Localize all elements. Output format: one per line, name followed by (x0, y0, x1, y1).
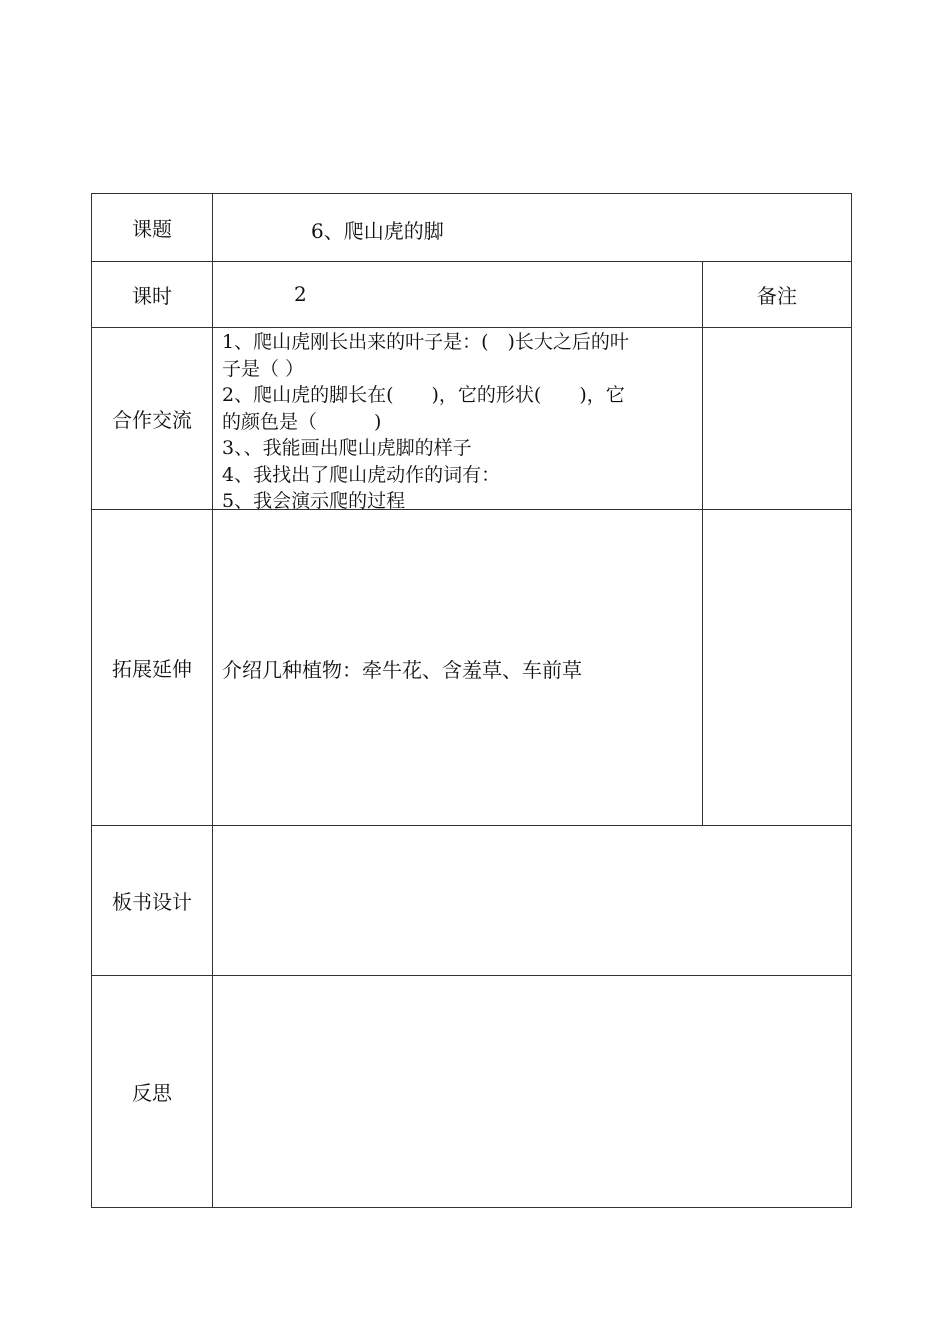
extension-notes-cell (702, 509, 852, 826)
topic-value-cell (212, 193, 852, 262)
cooperation-line: 3、、我能画出爬山虎脚的样子 (222, 437, 472, 459)
topic-label: 课题 (132, 217, 172, 241)
cooperation-label: 合作交流 (112, 408, 192, 432)
cooperation-line: 子是（ ） (222, 357, 305, 380)
period-value: 2 (294, 282, 307, 306)
cooperation-line: 2、爬山虎的脚长在( )，它的形状( )，它 (222, 384, 625, 406)
extension-value: 介绍几种植物：牵牛花、含羞草、车前草 (222, 658, 582, 682)
extension-label: 拓展延伸 (112, 657, 192, 681)
board-design-content-cell (212, 825, 852, 976)
period-label-cell (91, 261, 213, 328)
cooperation-lines (222, 329, 696, 515)
reflection-label-cell (91, 975, 213, 1208)
cooperation-notes-cell (702, 327, 852, 510)
notes-label-cell (702, 261, 852, 328)
cooperation-line: 1、爬山虎刚长出来的叶子是：( )长大之后的叶 (222, 331, 629, 353)
reflection-label: 反思 (132, 1081, 172, 1105)
cooperation-line: 4、我找出了爬山虎动作的词有： (222, 463, 501, 486)
reflection-content-cell (212, 975, 852, 1208)
cooperation-line: 的颜色是（ ) (222, 410, 382, 433)
topic-value: 6、爬山虎的脚 (311, 219, 444, 243)
notes-label: 备注 (757, 284, 797, 308)
cooperation-label-cell (91, 327, 213, 510)
period-label: 课时 (132, 284, 172, 308)
period-value-cell (212, 261, 703, 328)
extension-content-cell (212, 509, 703, 826)
extension-label-cell (91, 509, 213, 826)
topic-label-cell (91, 193, 213, 262)
board-design-label: 板书设计 (112, 890, 192, 914)
cooperation-line: 5、我会演示爬的过程 (222, 490, 406, 512)
board-design-label-cell (91, 825, 213, 976)
